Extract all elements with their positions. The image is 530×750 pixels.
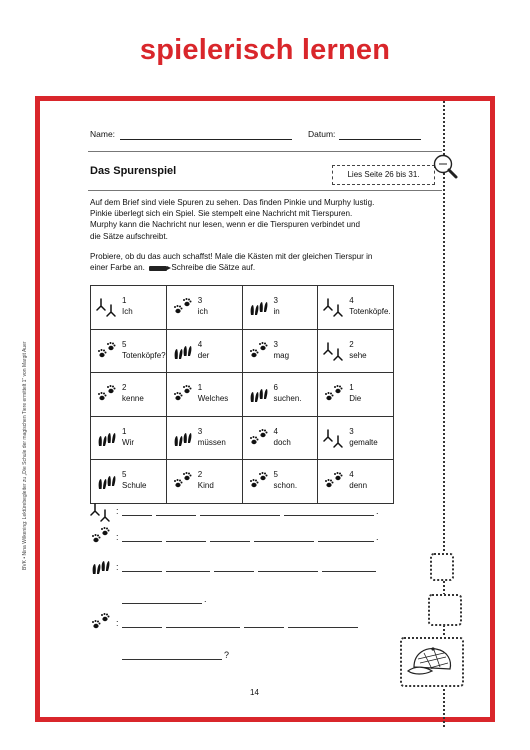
paw-track-icon <box>172 383 194 405</box>
hoof-track-icon <box>96 470 118 492</box>
cell-number: 6 <box>273 383 278 393</box>
hoof-track-icon <box>248 296 270 318</box>
intro-line: die Sätze aufschreibt. <box>90 231 168 241</box>
answer-colon: : <box>116 532 119 542</box>
cell-number: 3 <box>273 296 278 305</box>
paw-track-icon <box>172 296 194 318</box>
cell-word: Die <box>349 394 362 404</box>
grid-cell[interactable] <box>166 286 242 330</box>
cell-number: 5 <box>273 470 278 480</box>
cell-number: 3 <box>273 339 278 349</box>
cell-word: ich <box>197 307 208 316</box>
cell-word: Totenköpfe. <box>349 307 391 316</box>
answer-line[interactable] <box>166 541 206 542</box>
answer-line[interactable] <box>214 571 254 572</box>
answer-punctuation: . <box>376 532 379 542</box>
grid-cell[interactable] <box>318 286 394 330</box>
header-divider <box>88 151 442 152</box>
answer-line[interactable] <box>166 571 210 572</box>
cell-number: 3 <box>197 426 203 436</box>
grid-cell[interactable] <box>242 416 318 460</box>
cell-word: mag <box>273 350 290 360</box>
intro-text <box>90 197 440 242</box>
bird-track-icon <box>323 427 345 449</box>
grid-cell[interactable] <box>166 329 242 373</box>
grid-cell[interactable] <box>242 460 318 504</box>
bird-track-icon <box>323 340 345 362</box>
page-title: Das Spurenspiel <box>90 165 177 177</box>
cell-word: Ich <box>122 307 133 316</box>
paw-track-icon <box>248 427 270 449</box>
answer-line[interactable] <box>200 515 280 516</box>
grid-row <box>91 460 394 504</box>
bird-track-icon <box>96 296 118 318</box>
hoof-track-icon <box>90 555 112 577</box>
answer-line[interactable] <box>288 627 358 628</box>
answer-line[interactable] <box>284 515 374 516</box>
grid-row <box>91 373 394 417</box>
cell-word: Welches <box>197 394 229 404</box>
cell-number: 4 <box>197 339 203 349</box>
answer-line[interactable] <box>318 541 374 542</box>
answer-colon: : <box>116 618 119 628</box>
paw-track-icon <box>90 611 112 633</box>
cell-word: Schule <box>122 481 147 491</box>
answer-line[interactable] <box>122 541 162 542</box>
cell-word: suchen. <box>273 394 302 404</box>
cell-number: 5 <box>122 339 127 349</box>
name-line[interactable] <box>120 139 292 140</box>
cell-number: 4 <box>349 296 354 305</box>
task-line: Probiere, ob du das auch schaffst! Male die Kästen mit der gleichen Tierspur in <box>90 252 373 261</box>
dotted-box <box>430 553 454 581</box>
answer-line[interactable] <box>122 659 222 660</box>
answer-line[interactable] <box>122 603 202 604</box>
grid-cell[interactable] <box>166 416 242 460</box>
headline: spielerisch lernen <box>139 34 391 66</box>
grid-cell[interactable] <box>242 373 318 417</box>
track-grid <box>90 285 394 504</box>
cell-word: müssen <box>197 437 226 447</box>
answer-line[interactable] <box>122 571 162 572</box>
cell-word: in <box>273 307 280 316</box>
dotted-box <box>428 594 462 626</box>
grid-cell[interactable] <box>91 416 167 460</box>
grid-cell[interactable] <box>91 286 167 330</box>
answer-line[interactable] <box>322 571 376 572</box>
paw-track-icon <box>96 340 118 362</box>
answer-punctuation: . <box>204 594 207 604</box>
answer-punctuation: . <box>376 506 379 516</box>
cell-number: 1 <box>122 426 127 436</box>
grid-row <box>91 286 394 330</box>
cell-number: 3 <box>197 296 203 305</box>
answer-line[interactable] <box>122 627 162 628</box>
cell-number: 1 <box>122 296 127 305</box>
detective-cap-icon <box>406 643 458 681</box>
answer-line[interactable] <box>210 541 250 542</box>
grid-row <box>91 416 394 460</box>
answer-colon: : <box>116 562 119 572</box>
bird-track-icon <box>323 296 345 318</box>
cell-number: 4 <box>273 426 278 436</box>
answer-line[interactable] <box>244 627 284 628</box>
grid-cell[interactable] <box>166 460 242 504</box>
reading-hint: Lies Seite 26 bis 31. <box>332 165 435 185</box>
cell-number: 2 <box>197 470 203 480</box>
worksheet-frame <box>35 96 495 722</box>
task-line-part: Schreibe die Sätze auf. <box>171 263 256 273</box>
grid-cell[interactable] <box>91 373 167 417</box>
paw-track-icon <box>172 470 194 492</box>
title-divider <box>88 190 442 191</box>
hoof-track-icon <box>248 383 270 405</box>
cell-word: schon. <box>273 481 298 491</box>
cell-number: 2 <box>349 339 354 349</box>
paw-track-icon <box>248 340 270 362</box>
intro-line: Pinkie überlegt sich ein Spiel. Sie stempelt eine Nachricht mit Tierspuren. <box>90 209 353 219</box>
page-number: 14 <box>250 688 259 697</box>
task-text <box>90 251 440 273</box>
side-credit: BVK • Nina Wilkening: Lektürebegleiter zu „Die Schule der magischen Tiere ermittelt 1“ von Margit Auer <box>22 341 28 570</box>
paw-track-icon <box>323 383 345 405</box>
cell-number: 5 <box>122 470 127 480</box>
paw-track-icon <box>248 470 270 492</box>
cell-number: 1 <box>197 383 203 393</box>
answer-punctuation: ? <box>224 650 230 660</box>
cell-number: 3 <box>349 426 354 436</box>
grid-cell[interactable] <box>242 329 318 373</box>
paw-track-icon <box>96 383 118 405</box>
hoof-track-icon <box>96 427 118 449</box>
cut-line <box>443 101 445 727</box>
date-line[interactable] <box>339 139 421 140</box>
grid-cell[interactable] <box>318 460 394 504</box>
answer-line[interactable] <box>156 515 196 516</box>
hoof-track-icon <box>172 340 194 362</box>
intro-line: Murphy kann die Nachricht nur lesen, wenn er die Tierspuren verbindet und <box>90 220 360 230</box>
cell-number: 2 <box>122 383 127 393</box>
answer-line[interactable] <box>166 627 240 628</box>
task-line-part: einer Farbe an. <box>90 263 145 273</box>
cell-word: Wir <box>122 437 134 447</box>
answer-colon: : <box>116 506 119 516</box>
cell-word: Kind <box>197 481 214 491</box>
grid-cell[interactable] <box>91 460 167 504</box>
cell-word: der <box>197 350 210 360</box>
paw-track-icon <box>323 470 345 492</box>
grid-cell[interactable] <box>318 373 394 417</box>
paw-track-icon <box>90 525 112 547</box>
magnifier-icon <box>432 153 460 181</box>
cell-number: 1 <box>349 383 354 393</box>
cell-word: denn <box>349 481 368 491</box>
answer-line[interactable] <box>254 541 314 542</box>
name-label: Name: <box>90 129 116 139</box>
grid-cell[interactable] <box>166 373 242 417</box>
cell-word: doch <box>273 437 291 447</box>
bird-track-icon <box>90 501 112 523</box>
cell-word: gemalte <box>349 437 378 447</box>
task-line <box>90 262 440 273</box>
pencil-icon <box>149 266 167 271</box>
intro-line: Auf dem Brief sind viele Spuren zu sehen. Das finden Pinkie und Murphy lustig. <box>90 198 375 207</box>
grid-cell[interactable] <box>91 329 167 373</box>
cell-word: Totenköpfe? <box>122 350 166 360</box>
cell-word: sehe <box>349 350 367 360</box>
cell-word: kenne <box>122 394 144 404</box>
grid-cell[interactable] <box>318 416 394 460</box>
grid-row <box>91 329 394 373</box>
answer-line[interactable] <box>258 571 318 572</box>
grid-cell[interactable] <box>318 329 394 373</box>
grid-cell[interactable] <box>242 286 318 330</box>
cell-number: 4 <box>349 470 354 480</box>
hoof-track-icon <box>172 427 194 449</box>
answer-line[interactable] <box>122 515 152 516</box>
date-label: Datum: <box>308 129 336 139</box>
